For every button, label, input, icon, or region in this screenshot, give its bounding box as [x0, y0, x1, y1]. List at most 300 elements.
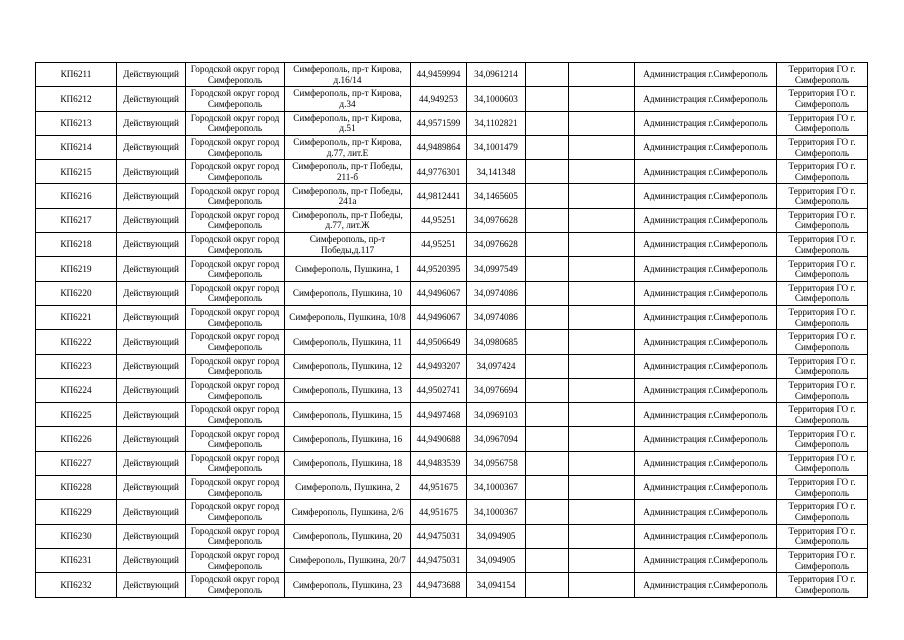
- cell-empty-8: [569, 111, 635, 135]
- cell-longitude: 34,0969103: [467, 403, 526, 427]
- cell-longitude: 34,1465605: [467, 184, 526, 208]
- cell-owner: Администрация г.Симферополь: [635, 87, 777, 111]
- cell-address: Симферополь, Пушкина, 10/8: [285, 305, 411, 329]
- cell-district-line1: Городской округ город: [190, 525, 280, 536]
- cell-address: Симферополь, Пушкина, 20: [285, 524, 411, 548]
- cell-territory: [777, 111, 868, 135]
- cell-district: [186, 378, 285, 402]
- cell-status: Действующий: [117, 573, 186, 597]
- cell-address: Симферополь, Пушкина, 2: [285, 476, 411, 500]
- cell-latitude: 44,95251: [411, 208, 467, 232]
- cell-territory-line1: Территория ГО г.: [788, 234, 856, 245]
- cell-territory: [777, 548, 868, 572]
- cell-territory: [777, 573, 868, 597]
- cell-district-line2: Симферополь: [207, 341, 263, 352]
- cell-district: [186, 451, 285, 475]
- cell-latitude: 44,9483539: [411, 451, 467, 475]
- cell-status: Действующий: [117, 257, 186, 281]
- cell-owner: Администрация г.Симферополь: [635, 233, 777, 257]
- cell-empty-8: [569, 87, 635, 111]
- cell-latitude: 44,9571599: [411, 111, 467, 135]
- cell-owner: Администрация г.Симферополь: [635, 111, 777, 135]
- cell-district-line1: Городской округ город: [190, 137, 280, 148]
- cell-territory-line2: Симферополь: [794, 584, 850, 595]
- cell-status: Действующий: [117, 427, 186, 451]
- cell-district-line1: Городской округ город: [190, 64, 280, 75]
- cell-address: Симферополь, пр-т Кирова, д.77, лит.Е: [285, 135, 411, 159]
- cell-owner: Администрация г.Симферополь: [635, 427, 777, 451]
- cell-address: Симферополь, Пушкина, 11: [285, 330, 411, 354]
- cell-district-line1: Городской округ город: [190, 355, 280, 366]
- cell-district-line1: Городской округ город: [190, 282, 280, 293]
- cell-longitude: 34,1102821: [467, 111, 526, 135]
- cell-code: КП6213: [36, 111, 117, 135]
- cell-status: Действующий: [117, 500, 186, 524]
- cell-district-line2: Симферополь: [207, 487, 263, 498]
- cell-code: КП6228: [36, 476, 117, 500]
- cell-owner: Администрация г.Симферополь: [635, 281, 777, 305]
- cell-territory-line2: Симферополь: [794, 220, 850, 231]
- cell-district-line2: Симферополь: [207, 390, 263, 401]
- cell-longitude: 34,094905: [467, 548, 526, 572]
- cell-latitude: 44,9490688: [411, 427, 467, 451]
- cell-district-line2: Симферополь: [207, 123, 263, 134]
- cell-district-line2: Симферополь: [207, 366, 263, 377]
- cell-territory-line1: Территория ГО г.: [788, 88, 856, 99]
- cell-territory-line2: Симферополь: [794, 366, 850, 377]
- cell-owner: Администрация г.Симферополь: [635, 500, 777, 524]
- cell-longitude: 34,1000367: [467, 476, 526, 500]
- cell-code: КП6217: [36, 208, 117, 232]
- cell-owner: Администрация г.Симферополь: [635, 403, 777, 427]
- cell-territory-line2: Симферополь: [794, 414, 850, 425]
- cell-district-line2: Симферополь: [207, 171, 263, 182]
- cell-owner: Администрация г.Симферополь: [635, 573, 777, 597]
- cell-territory-line1: Территория ГО г.: [788, 112, 856, 123]
- cell-district-line2: Симферополь: [207, 511, 263, 522]
- cell-empty-7: [526, 281, 569, 305]
- table-row: [36, 500, 868, 524]
- cell-latitude: 44,9497468: [411, 403, 467, 427]
- cell-empty-8: [569, 500, 635, 524]
- cell-empty-7: [526, 548, 569, 572]
- cell-address: Симферополь, Пушкина, 15: [285, 403, 411, 427]
- cell-empty-8: [569, 135, 635, 159]
- cell-code: КП6222: [36, 330, 117, 354]
- cell-longitude: 34,0976694: [467, 378, 526, 402]
- cell-address: Симферополь, пр-т Кирова, д.34: [285, 87, 411, 111]
- cell-district-line1: Городской округ город: [190, 501, 280, 512]
- cell-territory: [777, 305, 868, 329]
- cell-empty-8: [569, 63, 635, 87]
- cell-longitude: 34,0974086: [467, 281, 526, 305]
- cell-code: КП6215: [36, 160, 117, 184]
- cell-territory-line2: Симферополь: [794, 123, 850, 134]
- table-row: [36, 233, 868, 257]
- cell-owner: Администрация г.Симферополь: [635, 354, 777, 378]
- cell-code: КП6229: [36, 500, 117, 524]
- cell-latitude: 44,9459994: [411, 63, 467, 87]
- cell-territory-line2: Симферополь: [794, 98, 850, 109]
- cell-code: КП6230: [36, 524, 117, 548]
- cell-code: КП6220: [36, 281, 117, 305]
- cell-district-line2: Симферополь: [207, 220, 263, 231]
- cell-status: Действующий: [117, 281, 186, 305]
- table-body: [36, 63, 868, 598]
- cell-territory-line2: Симферополь: [794, 74, 850, 85]
- cell-address: Симферополь, пр-т Победы,д.117: [285, 233, 411, 257]
- cell-status: Действующий: [117, 63, 186, 87]
- cell-empty-8: [569, 257, 635, 281]
- cell-empty-8: [569, 208, 635, 232]
- cell-code: КП6227: [36, 451, 117, 475]
- cell-territory-line1: Территория ГО г.: [788, 307, 856, 318]
- cell-district: [186, 111, 285, 135]
- cell-owner: Администрация г.Симферополь: [635, 135, 777, 159]
- cell-code: КП6212: [36, 87, 117, 111]
- cell-code: КП6231: [36, 548, 117, 572]
- cell-district-line2: Симферополь: [207, 269, 263, 280]
- cell-district: [186, 208, 285, 232]
- cell-latitude: 44,9496067: [411, 281, 467, 305]
- cell-empty-7: [526, 208, 569, 232]
- cell-territory: [777, 257, 868, 281]
- cell-district: [186, 427, 285, 451]
- cell-latitude: 44,9502741: [411, 378, 467, 402]
- cell-longitude: 34,0956758: [467, 451, 526, 475]
- cell-district: [186, 573, 285, 597]
- cell-longitude: 34,0997549: [467, 257, 526, 281]
- cell-territory-line1: Территория ГО г.: [788, 501, 856, 512]
- cell-empty-7: [526, 573, 569, 597]
- cell-empty-7: [526, 63, 569, 87]
- table-row: [36, 354, 868, 378]
- cell-empty-8: [569, 451, 635, 475]
- cell-empty-7: [526, 451, 569, 475]
- cell-empty-8: [569, 281, 635, 305]
- cell-status: Действующий: [117, 184, 186, 208]
- cell-code: КП6224: [36, 378, 117, 402]
- cell-code: КП6223: [36, 354, 117, 378]
- cell-status: Действующий: [117, 548, 186, 572]
- cell-district: [186, 500, 285, 524]
- cell-code: КП6216: [36, 184, 117, 208]
- cell-empty-7: [526, 354, 569, 378]
- cell-district-line1: Городской округ город: [190, 404, 280, 415]
- cell-address: Симферополь, пр-т Победы, 211-б: [285, 160, 411, 184]
- cell-owner: Администрация г.Симферополь: [635, 524, 777, 548]
- cell-address: Симферополь, пр-т Кирова, д.16/14: [285, 63, 411, 87]
- cell-territory-line2: Симферополь: [794, 536, 850, 547]
- cell-empty-8: [569, 427, 635, 451]
- cell-status: Действующий: [117, 87, 186, 111]
- cell-owner: Администрация г.Симферополь: [635, 160, 777, 184]
- cell-code: КП6218: [36, 233, 117, 257]
- cell-district-line1: Городской округ город: [190, 185, 280, 196]
- cell-territory: [777, 87, 868, 111]
- cell-empty-8: [569, 160, 635, 184]
- cell-district: [186, 257, 285, 281]
- cell-status: Действующий: [117, 111, 186, 135]
- cell-territory: [777, 281, 868, 305]
- cell-territory: [777, 451, 868, 475]
- cell-territory: [777, 403, 868, 427]
- cell-territory-line1: Территория ГО г.: [788, 574, 856, 585]
- table-row: [36, 87, 868, 111]
- cell-empty-7: [526, 111, 569, 135]
- cell-district-line1: Городской округ город: [190, 88, 280, 99]
- cell-district-line1: Городской округ город: [190, 428, 280, 439]
- cell-territory-line1: Территория ГО г.: [788, 550, 856, 561]
- cell-territory-line1: Территория ГО г.: [788, 525, 856, 536]
- cell-latitude: 44,9475031: [411, 548, 467, 572]
- cell-territory-line2: Симферополь: [794, 317, 850, 328]
- cell-district: [186, 160, 285, 184]
- cell-territory-line2: Симферополь: [794, 269, 850, 280]
- cell-empty-8: [569, 305, 635, 329]
- cell-status: Действующий: [117, 208, 186, 232]
- table-row: [36, 63, 868, 87]
- cell-address: Симферополь, Пушкина, 2/6: [285, 500, 411, 524]
- cell-status: Действующий: [117, 451, 186, 475]
- cell-territory: [777, 135, 868, 159]
- table-row: [36, 451, 868, 475]
- cell-district-line2: Симферополь: [207, 317, 263, 328]
- table-row: [36, 378, 868, 402]
- cell-district: [186, 233, 285, 257]
- cell-territory-line2: Симферополь: [794, 390, 850, 401]
- cell-territory-line1: Территория ГО г.: [788, 331, 856, 342]
- cell-territory-line2: Симферополь: [794, 147, 850, 158]
- cell-territory-line1: Территория ГО г.: [788, 185, 856, 196]
- cell-empty-7: [526, 330, 569, 354]
- cell-district: [186, 281, 285, 305]
- table-row: [36, 548, 868, 572]
- cell-territory: [777, 160, 868, 184]
- cell-empty-8: [569, 378, 635, 402]
- table-row: [36, 330, 868, 354]
- cell-status: Действующий: [117, 476, 186, 500]
- cell-district-line1: Городской округ город: [190, 258, 280, 269]
- cell-status: Действующий: [117, 330, 186, 354]
- cell-empty-7: [526, 427, 569, 451]
- cell-district: [186, 354, 285, 378]
- cell-empty-8: [569, 354, 635, 378]
- cell-latitude: 44,9475031: [411, 524, 467, 548]
- cell-district: [186, 548, 285, 572]
- cell-territory-line2: Симферополь: [794, 511, 850, 522]
- cell-empty-7: [526, 233, 569, 257]
- cell-empty-7: [526, 524, 569, 548]
- cell-longitude: 34,0976628: [467, 208, 526, 232]
- cell-empty-8: [569, 548, 635, 572]
- cell-territory: [777, 184, 868, 208]
- cell-empty-8: [569, 403, 635, 427]
- cell-longitude: 34,0980685: [467, 330, 526, 354]
- cell-territory-line1: Территория ГО г.: [788, 380, 856, 390]
- cell-longitude: 34,1000603: [467, 87, 526, 111]
- cell-latitude: 44,9506649: [411, 330, 467, 354]
- table-row: [36, 160, 868, 184]
- cell-code: КП6225: [36, 403, 117, 427]
- cell-district: [186, 87, 285, 111]
- cell-owner: Администрация г.Симферополь: [635, 330, 777, 354]
- cell-territory: [777, 427, 868, 451]
- cell-territory: [777, 378, 868, 402]
- cell-territory-line2: Симферополь: [794, 463, 850, 474]
- cell-address: Симферополь, Пушкина, 12: [285, 354, 411, 378]
- cell-territory-line1: Территория ГО г.: [788, 258, 856, 269]
- cell-empty-7: [526, 378, 569, 402]
- cell-empty-8: [569, 233, 635, 257]
- cell-district-line2: Симферополь: [207, 74, 263, 85]
- cell-latitude: 44,9489864: [411, 135, 467, 159]
- cell-district: [186, 135, 285, 159]
- cell-territory-line2: Симферополь: [794, 244, 850, 255]
- cell-empty-8: [569, 476, 635, 500]
- cell-longitude: 34,0961214: [467, 63, 526, 87]
- cell-territory-line1: Территория ГО г.: [788, 282, 856, 293]
- cell-latitude: 44,949253: [411, 87, 467, 111]
- table-row: [36, 281, 868, 305]
- cell-district-line2: Симферополь: [207, 147, 263, 158]
- cell-longitude: 34,094154: [467, 573, 526, 597]
- table-row: [36, 573, 868, 597]
- cell-address: Симферополь, Пушкина, 18: [285, 451, 411, 475]
- cell-district: [186, 330, 285, 354]
- cell-territory-line2: Симферополь: [794, 341, 850, 352]
- cell-latitude: 44,9776301: [411, 160, 467, 184]
- cell-territory: [777, 524, 868, 548]
- cell-code: КП6232: [36, 573, 117, 597]
- cell-district-line2: Симферополь: [207, 244, 263, 255]
- cell-longitude: 34,0974086: [467, 305, 526, 329]
- cell-latitude: 44,9812441: [411, 184, 467, 208]
- cell-status: Действующий: [117, 305, 186, 329]
- cell-territory-line1: Территория ГО г.: [788, 428, 856, 439]
- cell-territory-line2: Симферополь: [794, 439, 850, 450]
- cell-longitude: 34,097424: [467, 354, 526, 378]
- table-row: [36, 524, 868, 548]
- cell-longitude: 34,1000367: [467, 500, 526, 524]
- cell-empty-7: [526, 476, 569, 500]
- cell-district-line1: Городской округ город: [190, 234, 280, 245]
- cell-latitude: 44,9493207: [411, 354, 467, 378]
- cell-latitude: 44,951675: [411, 476, 467, 500]
- cell-district: [186, 184, 285, 208]
- cell-district: [186, 476, 285, 500]
- table-row: [36, 305, 868, 329]
- table-row: [36, 257, 868, 281]
- cell-territory: [777, 330, 868, 354]
- cell-territory-line2: Симферополь: [794, 196, 850, 207]
- cell-district-line2: Симферополь: [207, 293, 263, 304]
- cell-address: Симферополь, пр-т Победы, д.77, лит.Ж: [285, 208, 411, 232]
- cell-territory-line1: Территория ГО г.: [788, 161, 856, 172]
- cell-address: Симферополь, Пушкина, 20/7: [285, 548, 411, 572]
- cell-address: Симферополь, Пушкина, 10: [285, 281, 411, 305]
- cell-territory: [777, 233, 868, 257]
- cell-empty-7: [526, 135, 569, 159]
- table-row: [36, 184, 868, 208]
- cell-territory-line1: Территория ГО г.: [788, 64, 856, 75]
- cell-empty-8: [569, 330, 635, 354]
- table-row: [36, 427, 868, 451]
- table-row: [36, 135, 868, 159]
- cell-owner: Администрация г.Симферополь: [635, 257, 777, 281]
- cell-district-line1: Городской округ город: [190, 574, 280, 585]
- cell-district-line2: Симферополь: [207, 196, 263, 207]
- cell-territory-line1: Территория ГО г.: [788, 355, 856, 366]
- cell-territory-line1: Территория ГО г.: [788, 452, 856, 463]
- cell-longitude: 34,0967094: [467, 427, 526, 451]
- cell-status: Действующий: [117, 233, 186, 257]
- cell-owner: Администрация г.Симферополь: [635, 378, 777, 402]
- cell-territory-line2: Симферополь: [794, 293, 850, 304]
- cell-district-line2: Симферополь: [207, 463, 263, 474]
- cell-district: [186, 305, 285, 329]
- cell-address: Симферополь, Пушкина, 13: [285, 378, 411, 402]
- cell-owner: Администрация г.Симферополь: [635, 208, 777, 232]
- cell-district-line2: Симферополь: [207, 536, 263, 547]
- cell-district-line2: Симферополь: [207, 560, 263, 571]
- cell-code: КП6214: [36, 135, 117, 159]
- cell-status: Действующий: [117, 403, 186, 427]
- table-row: [36, 476, 868, 500]
- cell-territory: [777, 354, 868, 378]
- cell-address: Симферополь, пр-т Победы, 241а: [285, 184, 411, 208]
- cell-address: Симферополь, Пушкина, 1: [285, 257, 411, 281]
- table-row: [36, 403, 868, 427]
- cell-latitude: 44,9520395: [411, 257, 467, 281]
- cell-district-line2: Симферополь: [207, 584, 263, 595]
- cell-status: Действующий: [117, 160, 186, 184]
- table-row: [36, 208, 868, 232]
- cell-territory-line1: Территория ГО г.: [788, 209, 856, 220]
- cell-owner: Администрация г.Симферополь: [635, 548, 777, 572]
- cell-territory-line2: Симферополь: [794, 171, 850, 182]
- cell-district-line1: Городской округ город: [190, 161, 280, 172]
- cell-district-line1: Городской округ город: [190, 307, 280, 318]
- cell-longitude: 34,0976628: [467, 233, 526, 257]
- cell-empty-7: [526, 500, 569, 524]
- cell-territory-line1: Территория ГО г.: [788, 137, 856, 148]
- cell-status: Действующий: [117, 354, 186, 378]
- cell-territory: [777, 208, 868, 232]
- cell-territory: [777, 500, 868, 524]
- cell-district-line2: Симферополь: [207, 414, 263, 425]
- cell-address: Симферополь, Пушкина, 16: [285, 427, 411, 451]
- cell-latitude: 44,9473688: [411, 573, 467, 597]
- cell-territory: [777, 476, 868, 500]
- cell-code: КП6221: [36, 305, 117, 329]
- cell-district-line1: Городской округ город: [190, 452, 280, 463]
- registry-table: [35, 62, 868, 598]
- cell-empty-7: [526, 160, 569, 184]
- cell-district-line1: Городской округ город: [190, 477, 280, 488]
- cell-empty-8: [569, 524, 635, 548]
- cell-longitude: 34,1001479: [467, 135, 526, 159]
- cell-code: КП6219: [36, 257, 117, 281]
- cell-district-line1: Городской округ город: [190, 112, 280, 123]
- cell-territory-line1: Территория ГО г.: [788, 477, 856, 488]
- cell-district-line2: Симферополь: [207, 98, 263, 109]
- cell-address: Симферополь, пр-т Кирова, д.51: [285, 111, 411, 135]
- cell-territory: [777, 63, 868, 87]
- cell-latitude: 44,95251: [411, 233, 467, 257]
- cell-territory-line1: Территория ГО г.: [788, 404, 856, 415]
- table-row: [36, 111, 868, 135]
